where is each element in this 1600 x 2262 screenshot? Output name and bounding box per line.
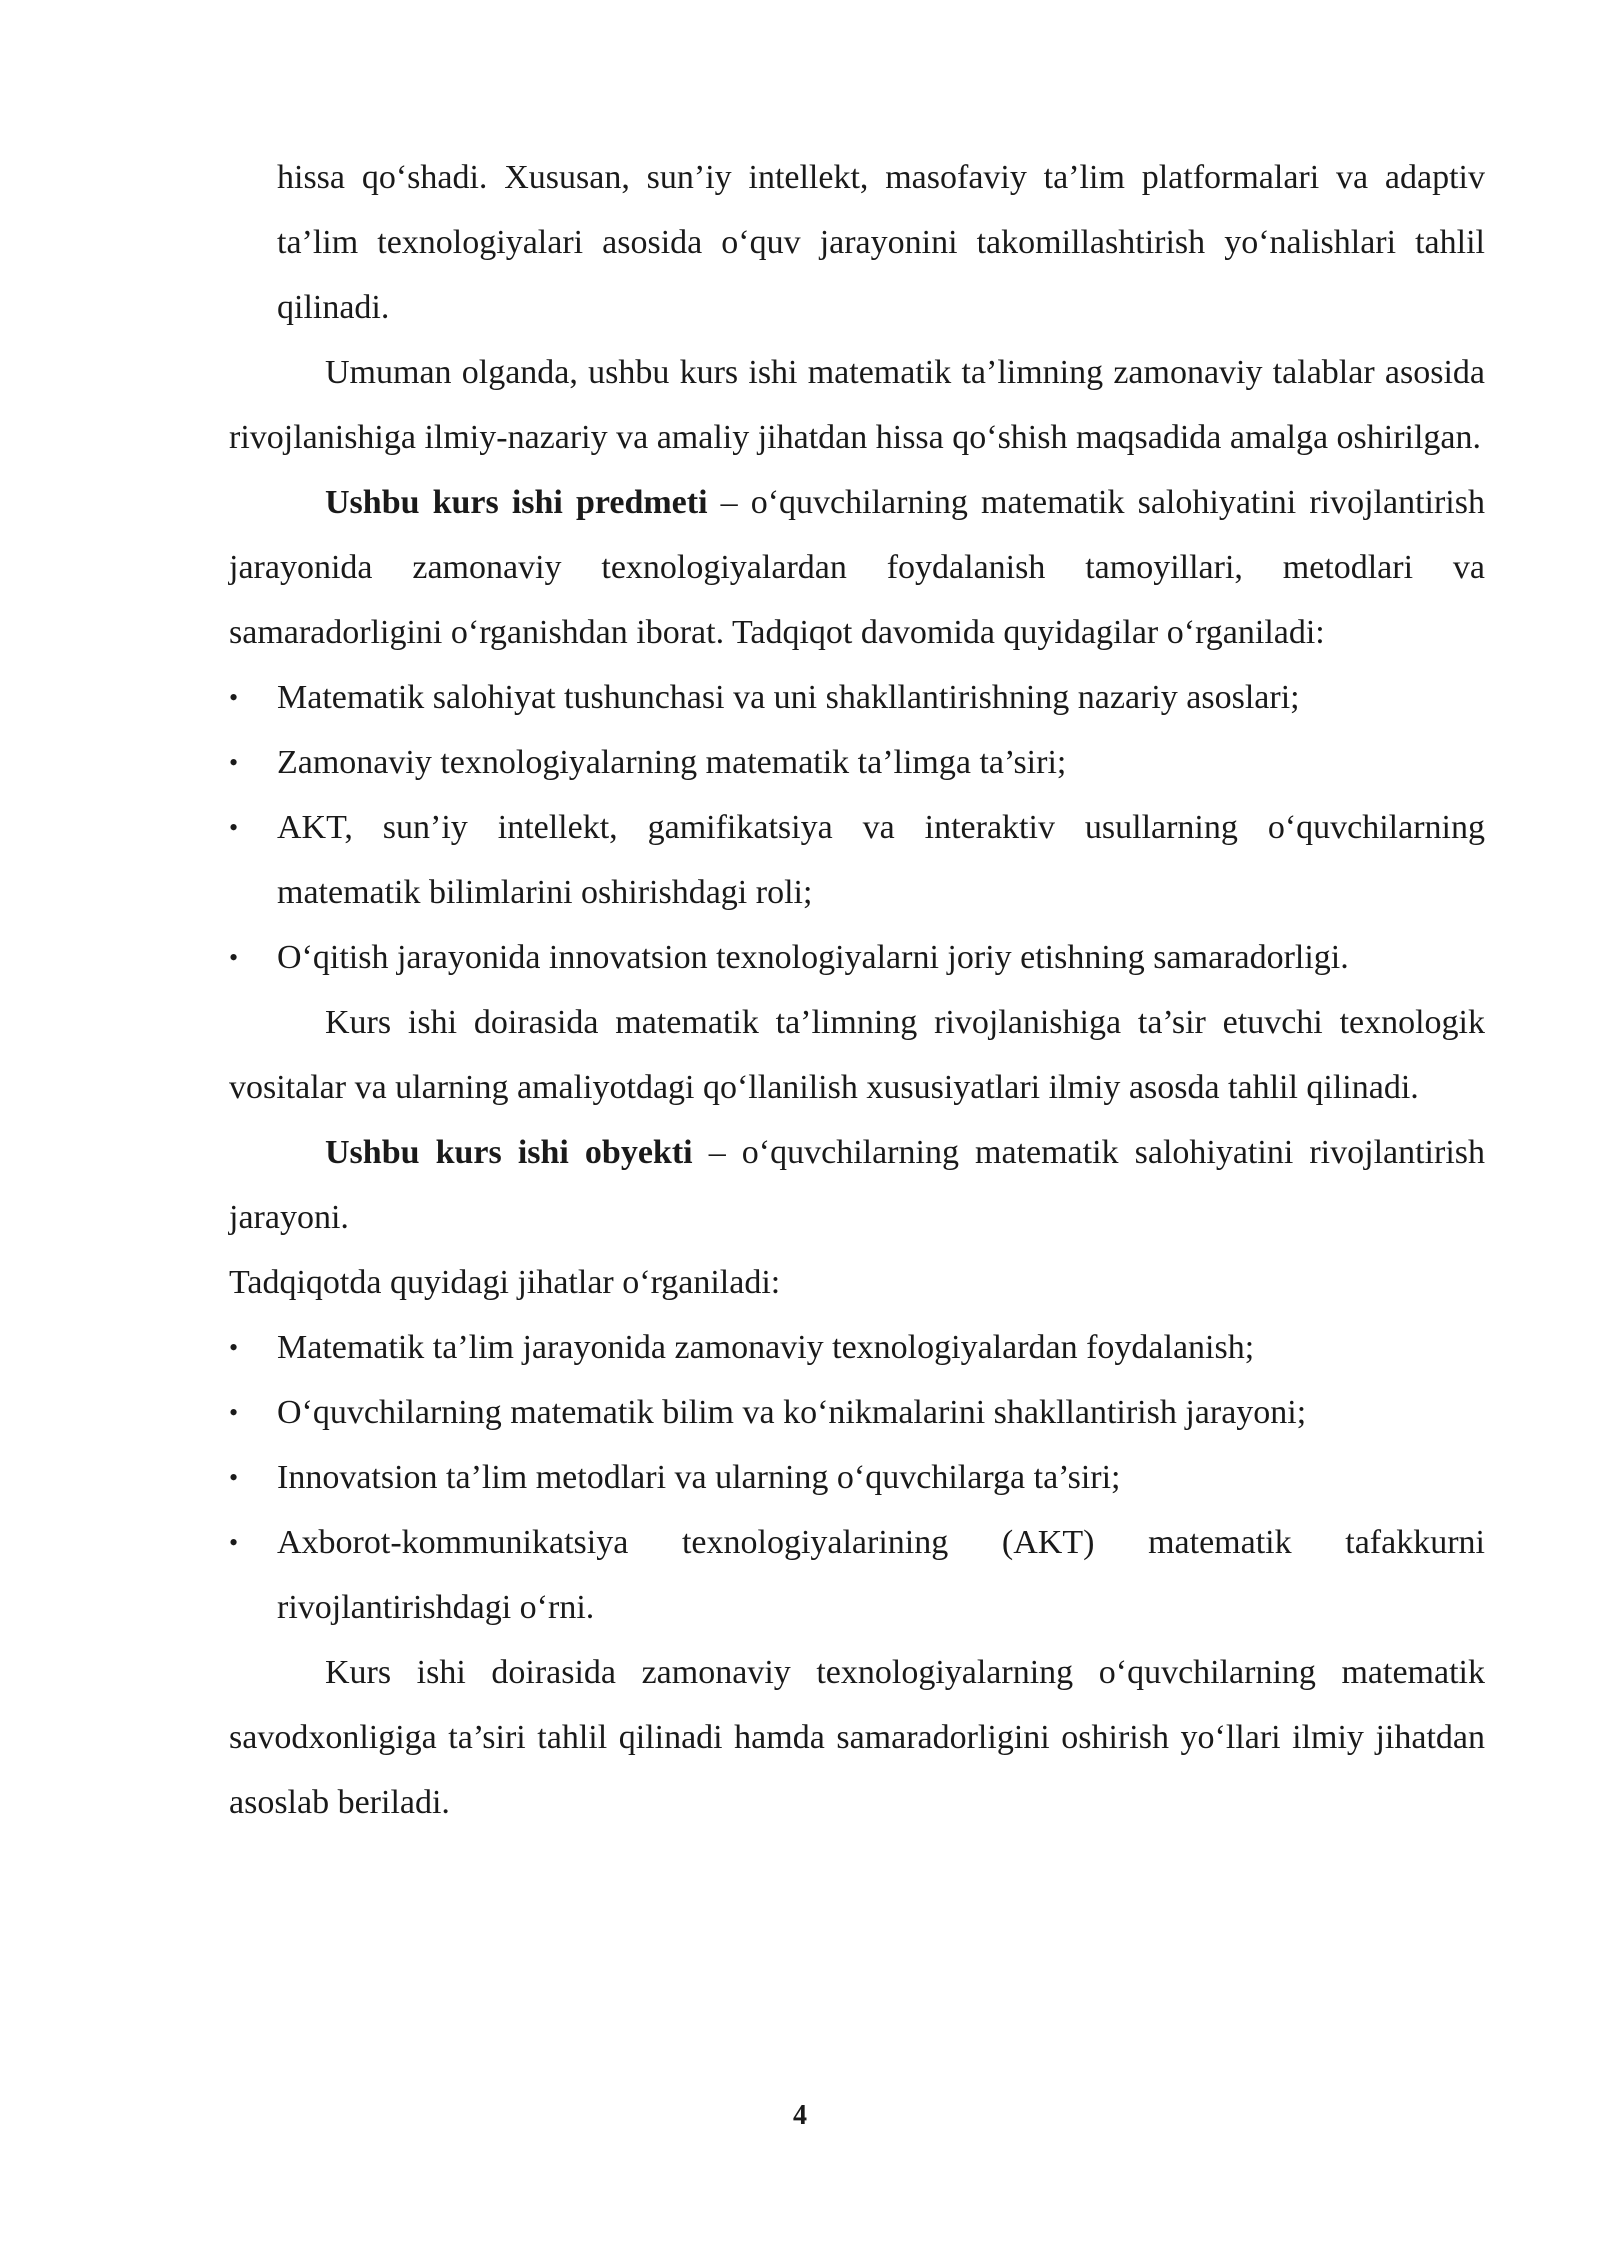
list-item-text: O‘qitish jarayonida innovatsion texnologiyalarni joriy etishning samaradorligi. [277, 939, 1349, 976]
subject-list [229, 665, 1485, 990]
object-text: – o‘quvchilarning matematik salohiyatini rivojlantirish jarayoni. [229, 1134, 1485, 1236]
bullet-icon: • [229, 943, 239, 972]
paragraph-subject [229, 470, 1485, 665]
list-item-text: Zamonaviy texnologiyalarning matematik ta’limga ta’siri; [277, 744, 1067, 781]
paragraph-continuation: hissa qo‘shadi. Xususan, sun’iy intellekt, masofaviy ta’lim platformalari va adaptiv ta’lim texnologiyalari asosida o‘quv jarayonini takomillashtirish yo‘nalishlari tahlil qilinadi. [277, 159, 1485, 326]
list-item [229, 1380, 1485, 1445]
list-item [229, 1445, 1485, 1510]
bullet-icon: • [229, 683, 239, 712]
list-item-text: O‘quvchilarning matematik bilim va ko‘nikmalarini shakllantirish jarayoni; [277, 1394, 1307, 1431]
document-page [229, 145, 1485, 1835]
subject-text: – o‘quvchilarning matematik salohiyatini rivojlantirish jarayonida zamonaviy texnologiyalardan foydalanish tamoyillari, metodlari va samaradorligini o‘rganishdan iborat. Tadqiqot davomida quyidagilar o‘rganiladi: [229, 484, 1485, 651]
page-number: 4 [793, 2100, 807, 2131]
bullet-icon: • [229, 1528, 239, 1557]
paragraph-aspects-intro: Tadqiqotda quyidagi jihatlar o‘rganiladi: [229, 1264, 781, 1301]
bullet-icon: • [229, 1333, 239, 1362]
list-item [229, 925, 1485, 990]
list-item [229, 795, 1485, 925]
bullet-icon: • [229, 1463, 239, 1492]
subject-heading: Ushbu kurs ishi predmeti [325, 484, 708, 521]
list-item-text: AKT, sun’iy intellekt, gamifikatsiya va interaktiv usullarning o‘quvchilarning matematik bilimlarini oshirishdagi roli; [277, 809, 1485, 911]
paragraph-conclusion: Kurs ishi doirasida zamonaviy texnologiyalarning o‘quvchilarning matematik savodxonligiga ta’siri tahlil qilinadi hamda samaradorligini oshirish yo‘llari ilmiy jihatdan asoslab beriladi. [229, 1654, 1485, 1821]
paragraph-summary: Umuman olganda, ushbu kurs ishi matematik ta’limning zamonaviy talablar asosida rivojlanishiga ilmiy-nazariy va amaliy jihatdan hissa qo‘shish maqsadida amalga oshirilgan. [229, 354, 1485, 456]
object-heading: Ushbu kurs ishi obyekti [325, 1134, 693, 1171]
paragraph-object [229, 1120, 1485, 1250]
list-item [229, 1315, 1485, 1380]
list-item-text: Innovatsion ta’lim metodlari va ularning o‘quvchilarga ta’siri; [277, 1459, 1121, 1496]
bullet-icon: • [229, 748, 239, 777]
list-item-text: Matematik ta’lim jarayonida zamonaviy texnologiyalardan foydalanish; [277, 1329, 1255, 1366]
paragraph-scope: Kurs ishi doirasida matematik ta’limning rivojlanishiga ta’sir etuvchi texnologik vositalar va ularning amaliyotdagi qo‘llanilish xususiyatlari ilmiy asosda tahlil qilinadi. [229, 1004, 1485, 1106]
list-item-text: Axborot-kommunikatsiya texnologiyalarining (AKT) matematik tafakkurni rivojlantirishdagi o‘rni. [277, 1524, 1485, 1626]
list-item [229, 730, 1485, 795]
list-item [229, 665, 1485, 730]
list-item [229, 1510, 1485, 1640]
list-item-text: Matematik salohiyat tushunchasi va uni shakllantirishning nazariy asoslari; [277, 679, 1300, 716]
aspects-list [229, 1315, 1485, 1640]
bullet-icon: • [229, 1398, 239, 1427]
bullet-icon: • [229, 813, 239, 842]
